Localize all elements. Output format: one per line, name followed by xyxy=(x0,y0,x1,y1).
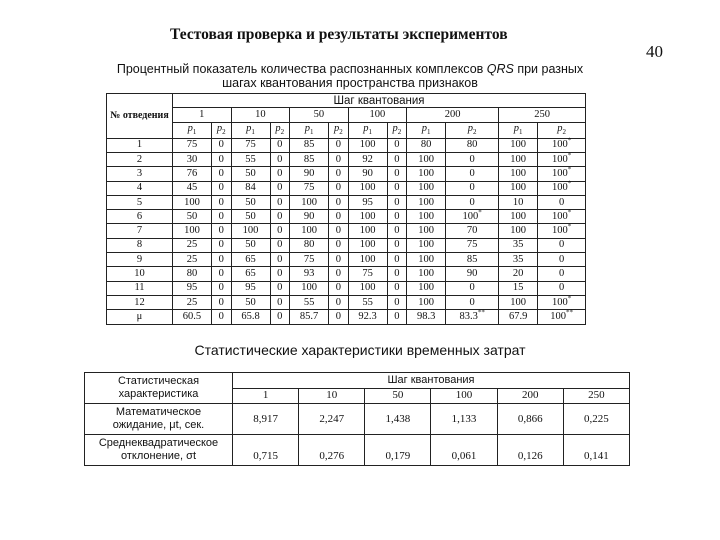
table-cell: 0 xyxy=(446,167,499,181)
table-cell: 100 xyxy=(290,195,329,209)
p-sub-header xyxy=(407,122,446,138)
p-letter: p xyxy=(275,122,281,134)
table-cell: 75 xyxy=(348,267,387,281)
table-cell: 0 xyxy=(211,195,231,209)
table-cell: 0 xyxy=(387,281,407,295)
lead-number: μ xyxy=(107,310,173,324)
table-cell: 0 xyxy=(270,167,290,181)
p-sub-header xyxy=(270,122,290,138)
table-cell: 0 xyxy=(270,295,290,309)
table-cell: 100* xyxy=(538,295,586,309)
caption-text: Процентный показатель количества распознанных комплексов xyxy=(116,62,487,76)
table-cell: 100* xyxy=(538,224,586,238)
table-cell: 0 xyxy=(211,224,231,238)
table-cell: 95 xyxy=(231,281,270,295)
table-row xyxy=(107,138,586,152)
p-letter: p xyxy=(392,122,398,134)
table-cell: 80 xyxy=(407,138,446,152)
table-row xyxy=(107,167,586,181)
table-cell: 75 xyxy=(231,138,270,152)
table-cell: 100 xyxy=(499,181,538,195)
table-cell: 90 xyxy=(290,167,329,181)
table-cell: 65 xyxy=(231,253,270,267)
recognition-table xyxy=(106,93,586,325)
p-index: 1 xyxy=(519,127,523,136)
table-row xyxy=(107,281,586,295)
table-cell: 60.5 xyxy=(173,310,212,324)
p-sub-header xyxy=(348,122,387,138)
table-cell: 100 xyxy=(407,295,446,309)
table-cell: 0 xyxy=(211,310,231,324)
p-index: 2 xyxy=(339,127,343,136)
lead-number: 4 xyxy=(107,181,173,195)
lead-number: 1 xyxy=(107,138,173,152)
timing-table xyxy=(84,372,630,466)
table-row xyxy=(107,238,586,252)
table-cell: 100 xyxy=(499,210,538,224)
timing-value: 0,126 xyxy=(497,435,563,466)
table-cell: 100 xyxy=(348,210,387,224)
table-cell: 0 xyxy=(387,210,407,224)
p-letter: p xyxy=(363,122,369,134)
table-cell: 0 xyxy=(211,181,231,195)
p-index: 1 xyxy=(251,127,255,136)
table-cell: 0 xyxy=(538,195,586,209)
p-index: 2 xyxy=(280,127,285,136)
table-cell: 20 xyxy=(499,267,538,281)
table-cell: 98.3 xyxy=(407,310,446,324)
table-cell: 85.7 xyxy=(290,310,329,324)
table1-caption xyxy=(100,62,600,90)
table-cell: 75 xyxy=(446,238,499,252)
table-cell: 100 xyxy=(499,152,538,166)
timing-value: 0,179 xyxy=(365,435,431,466)
table-cell: 95 xyxy=(173,281,212,295)
table-row xyxy=(107,310,586,324)
table-cell: 0 xyxy=(446,181,499,195)
caption-qrs: QRS xyxy=(486,62,514,76)
table-cell: 100 xyxy=(173,224,212,238)
table-row xyxy=(107,152,586,166)
p-sub-header xyxy=(538,122,586,138)
table-row xyxy=(85,404,630,435)
table-cell: 0 xyxy=(329,238,349,252)
step-group-header: Шаг квантования xyxy=(173,94,586,108)
timing-value: 0,061 xyxy=(431,435,497,466)
p-sub-header xyxy=(211,122,231,138)
table-cell: 100 xyxy=(290,281,329,295)
p-letter: p xyxy=(216,122,223,134)
table-cell: 100 xyxy=(407,152,446,166)
table-cell: 0 xyxy=(211,267,231,281)
table-cell: 15 xyxy=(499,281,538,295)
timing-value: 0,866 xyxy=(497,404,563,435)
table-cell: 100 xyxy=(348,224,387,238)
table-cell: 0 xyxy=(329,210,349,224)
p-index: 1 xyxy=(427,127,431,136)
table-cell: 90 xyxy=(446,267,499,281)
p-index: 2 xyxy=(562,127,566,136)
timing-value: 8,917 xyxy=(233,404,299,435)
table-cell: 50 xyxy=(231,210,270,224)
p-sub-header xyxy=(231,122,270,138)
table-cell: 0 xyxy=(270,281,290,295)
table-cell: 100 xyxy=(499,167,538,181)
table-cell: 100 xyxy=(231,224,270,238)
table-cell: 85 xyxy=(290,138,329,152)
table-row xyxy=(107,267,586,281)
table-cell: 55 xyxy=(290,295,329,309)
table-cell: 0 xyxy=(538,281,586,295)
table-row xyxy=(107,224,586,238)
table-cell: 100** xyxy=(538,310,586,324)
table-cell: 100 xyxy=(407,210,446,224)
table-cell: 0 xyxy=(329,295,349,309)
timing-value: 0,715 xyxy=(233,435,299,466)
timing-table-body xyxy=(85,404,630,466)
table-row xyxy=(107,295,586,309)
table-cell: 100 xyxy=(407,253,446,267)
table-cell: 0 xyxy=(387,267,407,281)
table-cell: 0 xyxy=(211,138,231,152)
table-cell: 0 xyxy=(329,167,349,181)
table-cell: 0 xyxy=(446,281,499,295)
step-header: 250 xyxy=(499,108,586,122)
table-cell: 100 xyxy=(348,138,387,152)
table-cell: 100* xyxy=(538,152,586,166)
p-letter: p xyxy=(187,122,193,134)
lead-number: 8 xyxy=(107,238,173,252)
table-cell: 67.9 xyxy=(499,310,538,324)
table-cell: 80 xyxy=(446,138,499,152)
p-header-row xyxy=(107,122,586,138)
table-cell: 35 xyxy=(499,238,538,252)
table-cell: 25 xyxy=(173,295,212,309)
table-cell: 45 xyxy=(173,181,212,195)
table-row xyxy=(107,195,586,209)
table-cell: 30 xyxy=(173,152,212,166)
timing-step-header: 10 xyxy=(299,388,365,404)
lead-number: 11 xyxy=(107,281,173,295)
table-cell: 0 xyxy=(387,295,407,309)
timing-step-header: 1 xyxy=(233,388,299,404)
lead-number: 10 xyxy=(107,267,173,281)
p-index: 2 xyxy=(397,127,402,136)
timing-step-header: 200 xyxy=(497,388,563,404)
table-cell: 0 xyxy=(270,310,290,324)
step-header: 10 xyxy=(231,108,290,122)
table-cell: 0 xyxy=(270,152,290,166)
table-cell: 0 xyxy=(329,281,349,295)
table-cell: 0 xyxy=(387,238,407,252)
table-cell: 0 xyxy=(387,138,407,152)
table-cell: 50 xyxy=(231,195,270,209)
table-cell: 0 xyxy=(387,167,407,181)
table-cell: 0 xyxy=(387,152,407,166)
table-cell: 80 xyxy=(290,238,329,252)
p-index: 1 xyxy=(368,127,372,136)
stat-label: Математическое ожидание, μt, сек. xyxy=(85,404,233,435)
table-cell: 100 xyxy=(407,167,446,181)
table-cell: 100 xyxy=(173,195,212,209)
table-cell: 0 xyxy=(329,152,349,166)
table-cell: 0 xyxy=(270,210,290,224)
table-cell: 0 xyxy=(387,195,407,209)
table-cell: 0 xyxy=(329,310,349,324)
p-letter: p xyxy=(246,122,252,134)
p-sub-header xyxy=(329,122,349,138)
table-row xyxy=(107,253,586,267)
table-cell: 0 xyxy=(329,138,349,152)
table-cell: 100 xyxy=(407,238,446,252)
table-cell: 100 xyxy=(499,224,538,238)
lead-number: 9 xyxy=(107,253,173,267)
table-cell: 0 xyxy=(270,267,290,281)
step-header: 1 xyxy=(173,108,232,122)
p-letter: p xyxy=(421,122,428,134)
p-letter: p xyxy=(467,122,474,134)
table-cell: 100* xyxy=(538,181,586,195)
table-cell: 50 xyxy=(231,295,270,309)
table-cell: 0 xyxy=(211,253,231,267)
p-index: 1 xyxy=(309,127,314,136)
table-cell: 0 xyxy=(211,238,231,252)
table-cell: 0 xyxy=(270,224,290,238)
lead-number: 3 xyxy=(107,167,173,181)
table-cell: 83.3** xyxy=(446,310,499,324)
table-cell: 95 xyxy=(348,195,387,209)
table-cell: 0 xyxy=(270,138,290,152)
table-cell: 70 xyxy=(446,224,499,238)
table-cell: 0 xyxy=(446,152,499,166)
table-cell: 0 xyxy=(387,181,407,195)
table-cell: 0 xyxy=(211,152,231,166)
stat-header: Статистическая характеристика xyxy=(85,373,233,404)
step-header: 200 xyxy=(407,108,499,122)
table-cell: 10 xyxy=(499,195,538,209)
table-cell: 0 xyxy=(329,181,349,195)
timing-step-header: 100 xyxy=(431,388,497,404)
table-cell: 25 xyxy=(173,253,212,267)
table-cell: 100* xyxy=(538,167,586,181)
table-row xyxy=(107,181,586,195)
table-cell: 55 xyxy=(348,295,387,309)
timing-step-group-header: Шаг квантования xyxy=(233,373,630,389)
p-letter: p xyxy=(333,122,340,134)
table-cell: 0 xyxy=(329,253,349,267)
recognition-table-body xyxy=(107,138,586,324)
table-cell: 0 xyxy=(446,295,499,309)
table-cell: 50 xyxy=(231,238,270,252)
table-cell: 84 xyxy=(231,181,270,195)
table-row xyxy=(107,210,586,224)
table-cell: 100 xyxy=(499,295,538,309)
table-cell: 0 xyxy=(270,238,290,252)
table-cell: 65.8 xyxy=(231,310,270,324)
table-cell: 0 xyxy=(270,195,290,209)
table-cell: 0 xyxy=(446,195,499,209)
table-cell: 100* xyxy=(538,138,586,152)
table-cell: 100 xyxy=(407,281,446,295)
lead-number: 12 xyxy=(107,295,173,309)
slide-title: Тестовая проверка и результаты экспериментов xyxy=(170,26,508,43)
table-cell: 0 xyxy=(387,310,407,324)
table-cell: 75 xyxy=(290,181,329,195)
table-cell: 50 xyxy=(173,210,212,224)
table-cell: 0 xyxy=(538,267,586,281)
timing-step-header: 50 xyxy=(365,388,431,404)
caption-text: при разных xyxy=(513,62,584,76)
timing-value: 0,276 xyxy=(299,435,365,466)
table-cell: 93 xyxy=(290,267,329,281)
timing-value: 1,133 xyxy=(431,404,497,435)
page-number: 40 xyxy=(646,42,663,61)
p-index: 2 xyxy=(222,127,226,136)
step-header-row xyxy=(107,108,586,122)
table-cell: 100 xyxy=(290,224,329,238)
table-cell: 100* xyxy=(446,210,499,224)
lead-number: 7 xyxy=(107,224,173,238)
table-cell: 75 xyxy=(290,253,329,267)
p-index: 1 xyxy=(192,127,197,136)
table-cell: 0 xyxy=(329,224,349,238)
table-cell: 100 xyxy=(348,238,387,252)
timing-value: 0,225 xyxy=(563,404,629,435)
p-sub-header xyxy=(499,122,538,138)
step-header: 100 xyxy=(348,108,407,122)
lead-number: 6 xyxy=(107,210,173,224)
p-sub-header xyxy=(446,122,499,138)
table-cell: 0 xyxy=(538,253,586,267)
timing-step-header: 250 xyxy=(563,388,629,404)
table-cell: 0 xyxy=(387,253,407,267)
p-index: 2 xyxy=(473,127,477,136)
table-cell: 25 xyxy=(173,238,212,252)
table-cell: 0 xyxy=(270,181,290,195)
table-cell: 80 xyxy=(173,267,212,281)
p-sub-header xyxy=(290,122,329,138)
lead-header: № отведения xyxy=(107,94,173,139)
table-cell: 85 xyxy=(446,253,499,267)
table-cell: 0 xyxy=(329,267,349,281)
table-cell: 100 xyxy=(499,138,538,152)
step-header: 50 xyxy=(290,108,349,122)
table-cell: 0 xyxy=(387,224,407,238)
lead-number: 2 xyxy=(107,152,173,166)
table-cell: 50 xyxy=(231,167,270,181)
table2-caption: Статистические характеристики временных затрат xyxy=(194,342,526,358)
table-cell: 0 xyxy=(270,253,290,267)
table1-caption-line2: шагах квантования пространства признаков xyxy=(222,76,478,90)
table-cell: 100 xyxy=(348,253,387,267)
table-cell: 92.3 xyxy=(348,310,387,324)
table-cell: 100 xyxy=(407,224,446,238)
table-cell: 100 xyxy=(407,181,446,195)
table-cell: 92 xyxy=(348,152,387,166)
table-cell: 55 xyxy=(231,152,270,166)
table-cell: 0 xyxy=(211,210,231,224)
table-cell: 0 xyxy=(538,238,586,252)
timing-value: 0,141 xyxy=(563,435,629,466)
table-cell: 90 xyxy=(348,167,387,181)
table-cell: 0 xyxy=(329,195,349,209)
p-letter: p xyxy=(557,122,563,134)
table-cell: 0 xyxy=(211,295,231,309)
timing-value: 2,247 xyxy=(299,404,365,435)
stat-label: Среднеквадратическое отклонение, σt xyxy=(85,435,233,466)
table-cell: 76 xyxy=(173,167,212,181)
table-cell: 100* xyxy=(538,210,586,224)
table-cell: 100 xyxy=(348,181,387,195)
p-letter: p xyxy=(304,122,310,134)
lead-number: 5 xyxy=(107,195,173,209)
table-cell: 65 xyxy=(231,267,270,281)
table1-caption-line1 xyxy=(100,62,600,76)
table-cell: 100 xyxy=(407,195,446,209)
table-cell: 100 xyxy=(407,267,446,281)
timing-value: 1,438 xyxy=(365,404,431,435)
table-cell: 100 xyxy=(348,281,387,295)
p-sub-header xyxy=(387,122,407,138)
table-cell: 35 xyxy=(499,253,538,267)
p-sub-header xyxy=(173,122,212,138)
table-cell: 85 xyxy=(290,152,329,166)
table-row xyxy=(85,435,630,466)
table-cell: 90 xyxy=(290,210,329,224)
table-cell: 0 xyxy=(211,281,231,295)
table-cell: 0 xyxy=(211,167,231,181)
table-cell: 75 xyxy=(173,138,212,152)
p-letter: p xyxy=(513,122,520,134)
